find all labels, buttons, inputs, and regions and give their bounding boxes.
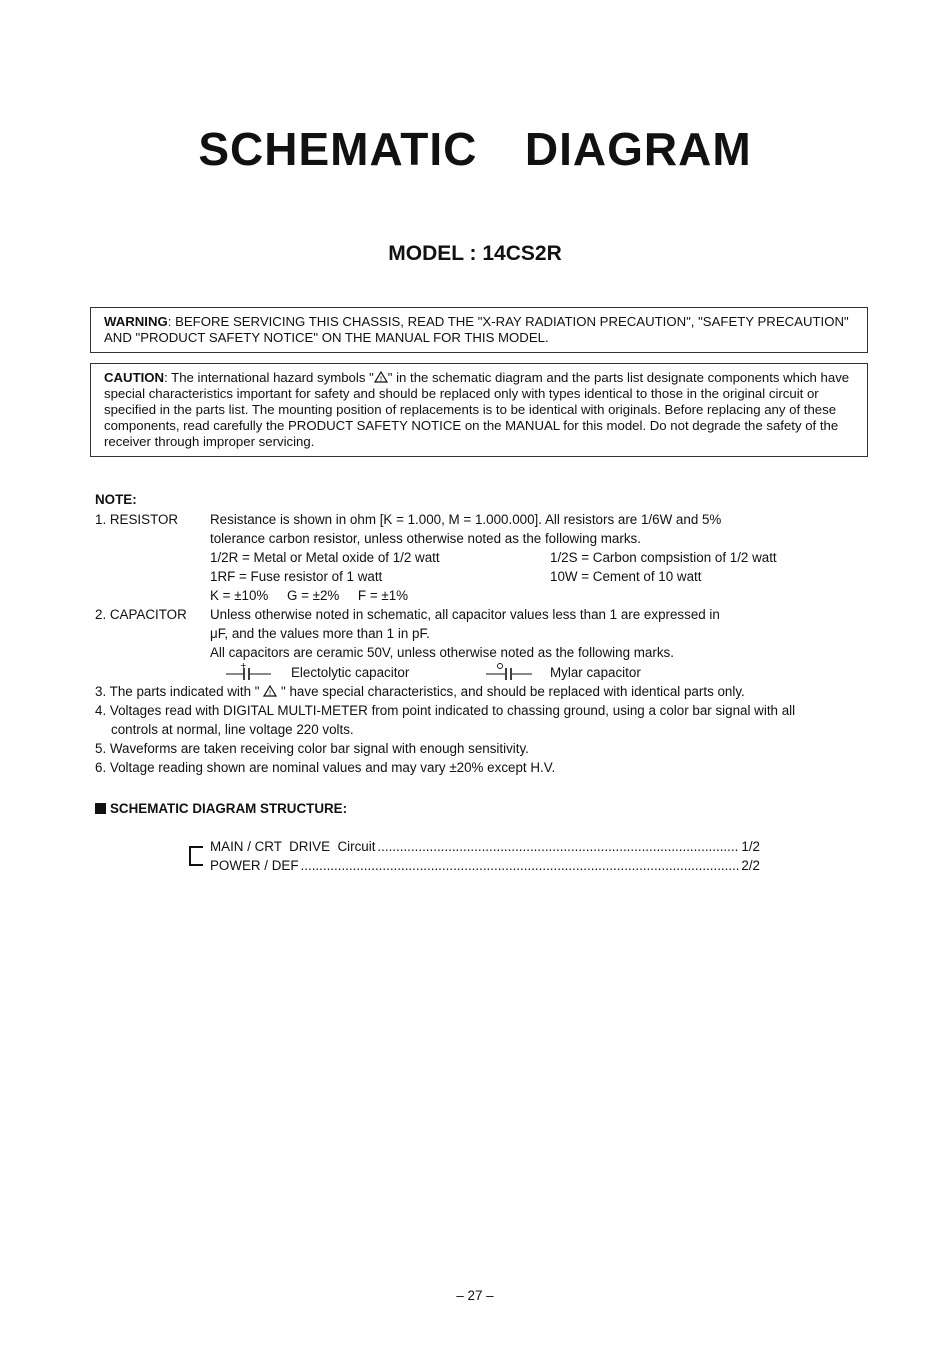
note-item-3-before: 3. The parts indicated with " bbox=[95, 684, 260, 699]
resistor-mark-1: 1/2R = Metal or Metal oxide of 1/2 watt bbox=[210, 550, 440, 565]
page-title: SCHEMATIC DIAGRAM bbox=[198, 123, 752, 175]
note-item-3 bbox=[95, 684, 745, 700]
svg-text:!: ! bbox=[268, 689, 272, 697]
mylar-capacitor-label: Mylar capacitor bbox=[550, 665, 641, 680]
resistor-mark-4: 10W = Cement of 10 watt bbox=[550, 569, 702, 584]
toc-entry-power bbox=[210, 858, 760, 874]
electrolytic-capacitor-icon bbox=[226, 662, 274, 682]
toc-entry-label: POWER / DEF bbox=[210, 858, 299, 873]
toc-entry-main bbox=[210, 839, 760, 855]
note-header: NOTE: bbox=[95, 492, 137, 507]
resistor-line-1: Resistance is shown in ohm [K = 1.000, M = 1.000.000]. All resistors are 1/6W and 5% bbox=[210, 512, 722, 527]
structure-bracket bbox=[189, 846, 203, 866]
svg-text:!: ! bbox=[379, 375, 383, 383]
svg-text:+: + bbox=[240, 662, 247, 670]
capacitor-line-3: All capacitors are ceramic 50V, unless otherwise noted as the following marks. bbox=[210, 645, 674, 660]
resistor-line-2: tolerance carbon resistor, unless otherwise noted as the following marks. bbox=[210, 531, 641, 546]
toc-leader-dots bbox=[301, 858, 740, 874]
note-item-5: 5. Waveforms are taken receiving color bar signal with enough sensitivity. bbox=[95, 741, 529, 756]
capacitor-line-2: μF, and the values more than 1 in pF. bbox=[210, 626, 430, 641]
note-item-4-line-2: controls at normal, line voltage 220 volts. bbox=[111, 722, 354, 737]
note-item-6: 6. Voltage reading shown are nominal values and may vary ±20% except H.V. bbox=[95, 760, 556, 775]
warning-text: : BEFORE SERVICING THIS CHASSIS, READ THE "X-RAY RADIATION PRECAUTION", "SAFETY PRECAUTION" AND "PRODUCT SAFETY NOTICE" ON THE MANUAL FOR THIS MODEL. bbox=[104, 314, 849, 345]
capacitor-line-1: Unless otherwise noted in schematic, all capacitor values less than 1 are expressed in bbox=[210, 607, 720, 622]
note-item-3-after: " have special characteristics, and should be replaced with identical parts only. bbox=[281, 684, 745, 699]
resistor-mark-3: 1RF = Fuse resistor of 1 watt bbox=[210, 569, 383, 584]
page-number: – 27 – bbox=[456, 1288, 494, 1303]
hazard-triangle-icon bbox=[263, 685, 277, 697]
resistor-label: 1. RESISTOR bbox=[95, 512, 179, 527]
resistor-tolerance: K = ±10% G = ±2% F = ±1% bbox=[210, 588, 409, 603]
caution-text-after: " in the schematic diagram and the parts list designate components which have special characteristics important for safety and should be replaced only with types identical to those in the original circuit or specified in the parts list. The mounting position of replacements is to be identical with originals. Before replacing any of these components, read carefully the PRODUCT SAFETY NOTICE on the MANUAL for this model. Do not degrade the safety of the receiver through improper servicing. bbox=[104, 370, 850, 449]
capacitor-label: 2. CAPACITOR bbox=[95, 607, 187, 622]
electrolytic-capacitor-label: Electolytic capacitor bbox=[291, 665, 410, 680]
mylar-capacitor-icon bbox=[486, 662, 534, 682]
resistor-mark-2: 1/2S = Carbon compsistion of 1/2 watt bbox=[550, 550, 777, 565]
structure-header: SCHEMATIC DIAGRAM STRUCTURE: bbox=[110, 801, 348, 816]
caution-label: CAUTION bbox=[104, 370, 165, 385]
hazard-triangle-icon bbox=[374, 371, 388, 383]
model-heading: MODEL : 14CS2R bbox=[388, 242, 562, 265]
note-item-4-line-1: 4. Voltages read with DIGITAL MULTI-METER from point indicated to chassing ground, using a color bar signal with all bbox=[95, 703, 796, 718]
toc-leader-dots bbox=[377, 839, 739, 855]
section-bullet-square bbox=[95, 803, 106, 814]
toc-entry-page: 2/2 bbox=[741, 858, 760, 873]
warning-label: WARNING bbox=[104, 314, 168, 329]
caution-text-before: : The international hazard symbols " bbox=[164, 370, 374, 385]
warning-box bbox=[90, 307, 868, 353]
caution-box bbox=[90, 363, 868, 457]
toc-entry-page: 1/2 bbox=[741, 839, 760, 854]
toc-entry-label: MAIN / CRT DRIVE Circuit bbox=[210, 839, 376, 854]
